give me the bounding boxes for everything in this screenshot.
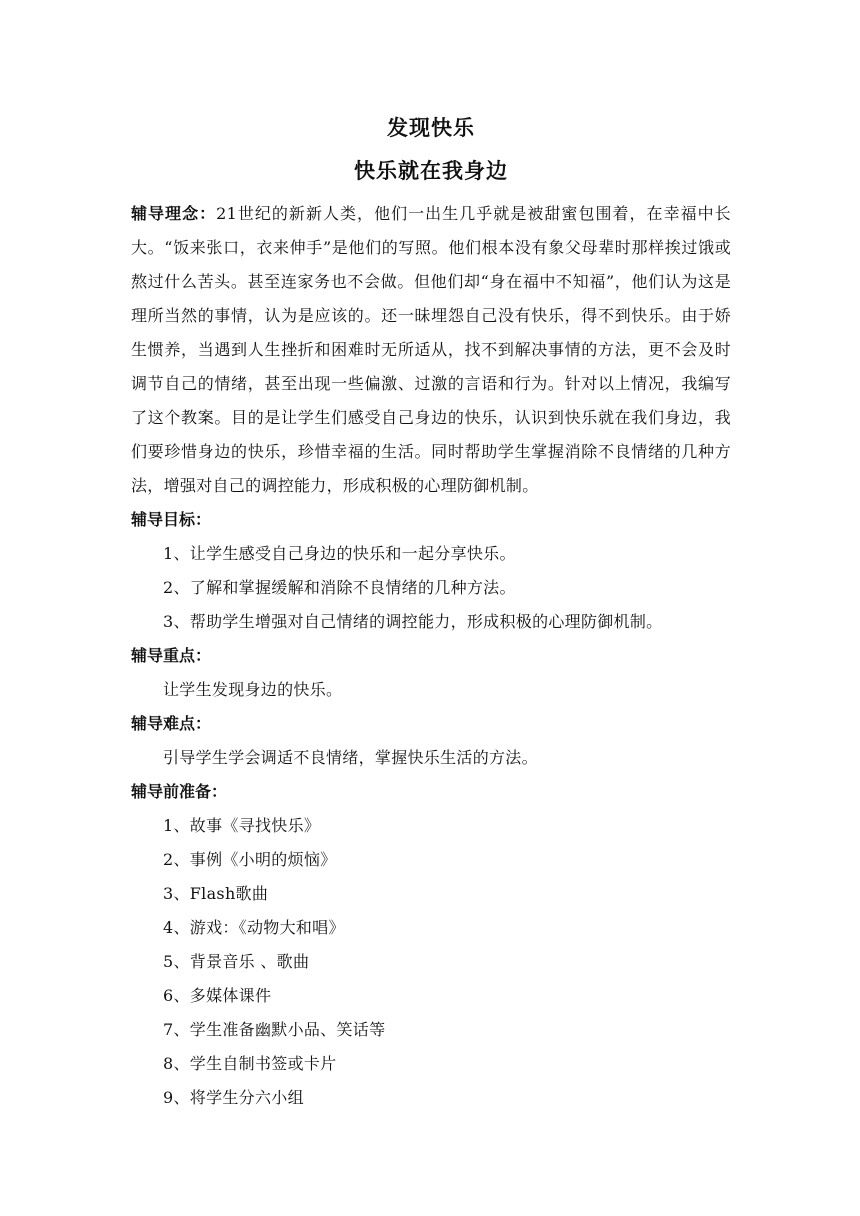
philosophy-label: 辅导理念： (131, 204, 217, 223)
goals-heading: 辅导目标： (131, 510, 212, 529)
goal-item-3: 3、帮助学生增强对自己情绪的调控能力，形成积极的心理防御机制。 (163, 612, 663, 631)
preparation-item-6: 6、多媒体课件 (163, 986, 272, 1005)
philosophy-text: 21世纪的新新人类，他们一出生几乎就是被甜蜜包围着，在幸福中长大。“饭来张口，衣来伸手”是他们的写照。他们根本没有象父母辈时那样挨过饿或熬过什么苦头。甚至连家务也不会做。但他们却“身在福中不知福”，他们认为这是理所当然的事情，认为是应该的。还一昧埋怨自己没有快乐，得不到快乐。由于娇生惯养，当遇到人生挫折和困难时无所适从，找不到解决事情的方法，更不会及时调节自己的情绪，甚至出现一些偏激、过激的言语和行为。针对以上情况，我编写了这个教案。目的是让学生们感受自己身边的快乐，认识到快乐就在我们身边，我们要珍惜身边的快乐，珍惜幸福的生活。同时帮助学生掌握消除不良情绪的几种方法，增强对自己的调控能力，形成积极的心理防御机制。 (131, 204, 731, 495)
preparation-item-8: 8、学生自制书签或卡片 (163, 1054, 337, 1073)
preparation-item-4: 4、游戏：《动物大和唱》 (163, 918, 345, 937)
focus-text: 让学生发现身边的快乐。 (163, 680, 343, 699)
preparation-item-7: 7、学生准备幽默小品、笑话等 (163, 1020, 386, 1039)
document-title: 发现快乐 (387, 116, 475, 140)
preparation-item-9: 9、将学生分六小组 (163, 1088, 304, 1107)
goal-item-1: 1、让学生感受自己身边的快乐和一起分享快乐。 (163, 544, 516, 563)
preparation-item-3: 3、Flash歌曲 (163, 884, 269, 903)
document-page (131, 112, 731, 1115)
preparation-list (131, 809, 731, 1115)
goals-list (131, 537, 731, 639)
difficulty-text: 引导学生学会调适不良情绪，掌握快乐生活的方法。 (163, 748, 538, 767)
document-subtitle: 快乐就在我身边 (354, 159, 508, 183)
preparation-heading: 辅导前准备： (131, 782, 228, 801)
preparation-item-2: 2、事例《小明的烦恼》 (163, 850, 337, 869)
preparation-item-5: 5、背景音乐 、歌曲 (163, 952, 310, 971)
philosophy-paragraph (131, 197, 731, 503)
preparation-item-1: 1、故事《寻找快乐》 (163, 816, 321, 835)
focus-heading: 辅导重点： (131, 646, 212, 665)
goal-item-2: 2、了解和掌握缓解和消除不良情绪的几种方法。 (163, 578, 516, 597)
difficulty-heading: 辅导难点： (131, 714, 212, 733)
